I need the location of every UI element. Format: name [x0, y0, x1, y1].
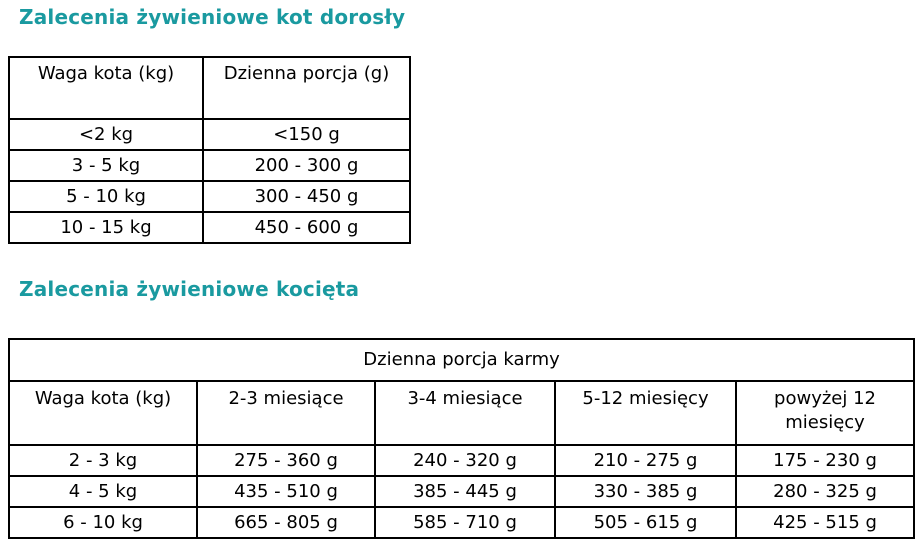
portion-cell: 240 - 320 g: [375, 445, 555, 476]
weight-cell: 4 - 5 kg: [9, 476, 197, 507]
table-row: [9, 445, 914, 476]
adult-feeding-table: [8, 56, 411, 244]
kittens-section-title: Zalecenia żywieniowe kocięta: [19, 277, 360, 301]
portion-cell: 450 - 600 g: [203, 212, 410, 243]
portion-cell: 435 - 510 g: [197, 476, 375, 507]
table-group-header-row: [9, 339, 914, 381]
table-row: [9, 507, 914, 538]
portion-cell: <150 g: [203, 119, 410, 150]
header-cell-age: 2-3 miesiące: [197, 381, 375, 445]
table-row: [9, 212, 410, 243]
table-row: [9, 150, 410, 181]
weight-cell: 3 - 5 kg: [9, 150, 203, 181]
weight-cell: 2 - 3 kg: [9, 445, 197, 476]
header-cell-weight: Waga kota (kg): [9, 57, 203, 119]
portion-cell: 425 - 515 g: [736, 507, 914, 538]
group-header-daily-portion: Dzienna porcja karmy: [9, 339, 914, 381]
header-cell-daily-portion: Dzienna porcja (g): [203, 57, 410, 119]
portion-cell: 275 - 360 g: [197, 445, 375, 476]
table-row: [9, 181, 410, 212]
table-row: [9, 119, 410, 150]
weight-cell: 5 - 10 kg: [9, 181, 203, 212]
header-cell-weight: Waga kota (kg): [9, 381, 197, 445]
portion-cell: 210 - 275 g: [555, 445, 736, 476]
adult-section-title: Zalecenia żywieniowe kot dorosły: [19, 5, 406, 29]
weight-cell: <2 kg: [9, 119, 203, 150]
portion-cell: 330 - 385 g: [555, 476, 736, 507]
portion-cell: 280 - 325 g: [736, 476, 914, 507]
weight-cell: 10 - 15 kg: [9, 212, 203, 243]
portion-cell: 505 - 615 g: [555, 507, 736, 538]
portion-cell: 665 - 805 g: [197, 507, 375, 538]
table-row: [9, 476, 914, 507]
header-cell-age: 5-12 miesięcy: [555, 381, 736, 445]
header-cell-age: powyżej 12 miesięcy: [736, 381, 914, 445]
kittens-feeding-table: [8, 338, 915, 539]
portion-cell: 175 - 230 g: [736, 445, 914, 476]
header-cell-age: 3-4 miesiące: [375, 381, 555, 445]
table-header-row: [9, 57, 410, 119]
portion-cell: 585 - 710 g: [375, 507, 555, 538]
portion-cell: 385 - 445 g: [375, 476, 555, 507]
portion-cell: 200 - 300 g: [203, 150, 410, 181]
table-header-row: [9, 381, 914, 445]
portion-cell: 300 - 450 g: [203, 181, 410, 212]
weight-cell: 6 - 10 kg: [9, 507, 197, 538]
